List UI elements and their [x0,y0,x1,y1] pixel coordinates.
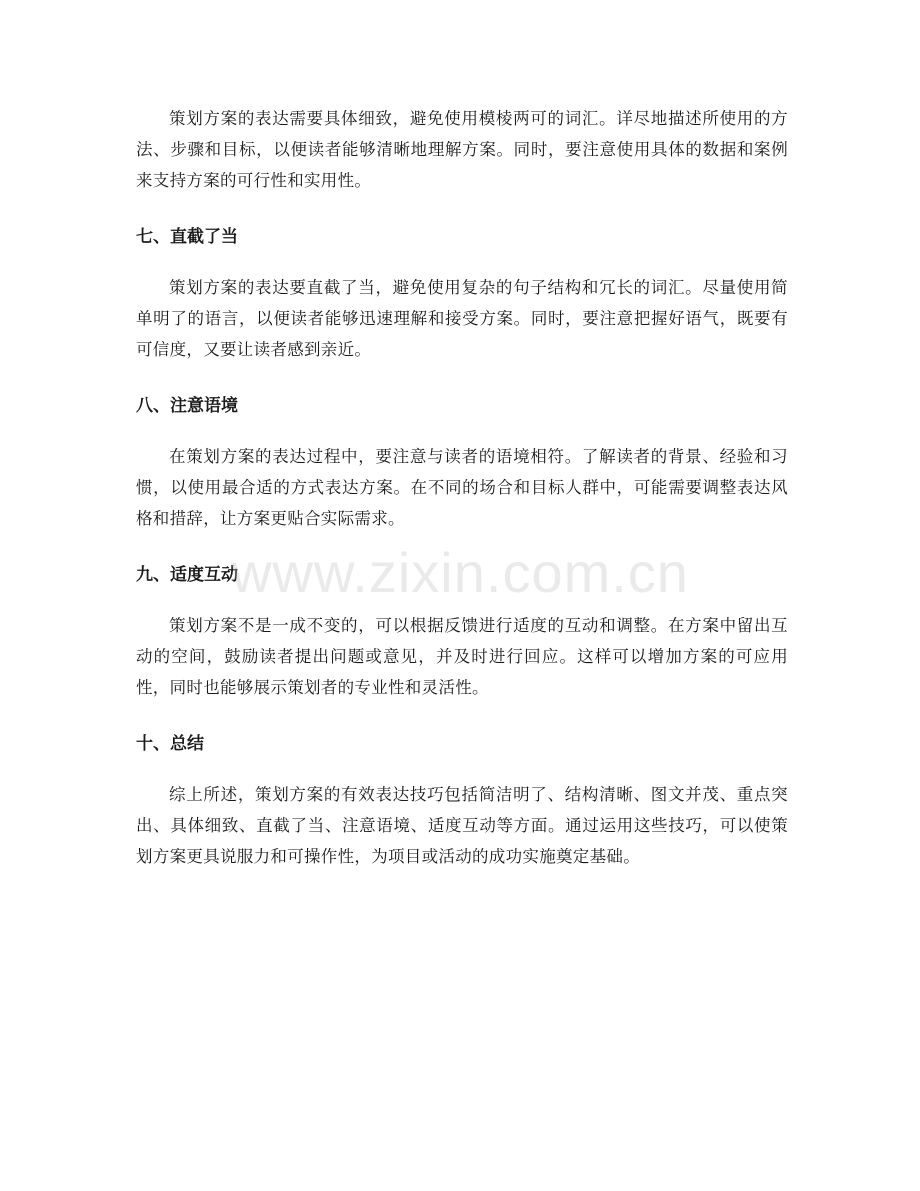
paragraph-interaction: 策划方案不是一成不变的，可以根据反馈进行适度的互动和调整。在方案中留出互动的空间，鼓励读者提出问题或意见，并及时进行回应。这样可以增加方案的可应用性，同时也能够展示策划者的专业性和灵活性。 [136,616,788,697]
document-page [136,103,788,872]
heading-summary: 十、总结 [136,734,204,754]
paragraph-summary: 综上所述，策划方案的有效表达技巧包括简洁明了、结构清晰、图文并茂、重点突出、具体细致、直截了当、注意语境、适度互动等方面。通过运用这些技巧，可以使策划方案更具说服力和可操作性，为项目或活动的成功实施奠定基础。 [136,785,788,866]
paragraph-straightforward: 策划方案的表达要直截了当，避免使用复杂的句子结构和冗长的词汇。尽量使用简单明了的语言，以便读者能够迅速理解和接受方案。同时，要注意把握好语气，既要有可信度，又要让读者感到亲近。 [136,278,788,359]
watermark: www.zixin.com.cn [231,541,689,604]
paragraph-specific-detail: 策划方案的表达需要具体细致，避免使用模棱两可的词汇。详尽地描述所使用的方法、步骤和目标，以便读者能够清晰地理解方案。同时，要注意使用具体的数据和案例来支持方案的可行性和实用性。 [136,109,788,190]
heading-straightforward: 七、直截了当 [136,227,238,247]
heading-context: 八、注意语境 [136,396,238,416]
heading-interaction: 九、适度互动 [136,565,238,585]
paragraph-context: 在策划方案的表达过程中，要注意与读者的语境相符。了解读者的背景、经验和习惯，以使用最合适的方式表达方案。在不同的场合和目标人群中，可能需要调整表达风格和措辞，让方案更贴合实际需求。 [136,447,788,528]
